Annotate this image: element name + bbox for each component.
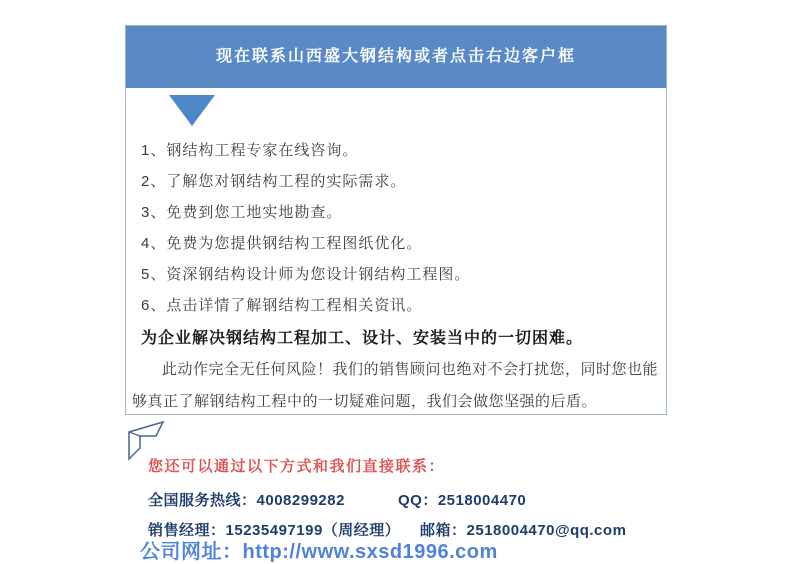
step-item-4: 4、免费为您提供钢结构工程图纸优化。: [141, 235, 423, 252]
promo-box: [125, 25, 667, 415]
manager-number: 15235497199（周经理）: [225, 522, 401, 539]
banner: [126, 26, 666, 88]
step-item-5: 5、资深钢结构设计师为您设计钢结构工程图。: [141, 266, 471, 283]
triangle-down-icon: [169, 95, 215, 126]
hotline-pair: [148, 492, 345, 509]
website-line: [140, 535, 498, 564]
qq-pair: [398, 489, 526, 510]
assurance-text: 此动作完全无任何风险！我们的销售顾问也绝对不会打扰您，同时您也能够真正了解钢结构工程中的一切疑难问题，我们会做您坚强的后盾。: [132, 361, 659, 410]
steps-list: [126, 135, 666, 321]
banner-title: 现在联系山西盛大钢结构或者点击右边客户框: [215, 48, 576, 65]
qq-label: QQ：: [398, 492, 438, 509]
step-item-3: 3、免费到您工地实地勘查。: [141, 204, 343, 221]
hotline-label: 全国服务热线：: [148, 492, 257, 509]
email-label: 邮箱：: [420, 522, 467, 539]
website-url-link[interactable]: http://www.sxsd1996.com: [242, 541, 498, 563]
manager-label: 销售经理：: [148, 522, 226, 539]
email-value: 2518004470@qq.com: [466, 522, 627, 539]
hotline-number: 4008299282: [256, 492, 345, 509]
contact-line-hotline: [148, 489, 708, 510]
website-label: 公司网址：: [140, 541, 243, 563]
step-item-2: 2、了解您对钢结构工程的实际需求。: [141, 173, 407, 190]
step-item-1: 1、钢结构工程专家在线咨询。: [141, 142, 359, 159]
contact-lead: 您还可以通过以下方式和我们直接联系：: [148, 458, 446, 475]
qq-number: 2518004470: [437, 492, 527, 509]
step-item-6: 6、点击详情了解钢结构工程相关资讯。: [141, 297, 423, 314]
highlight-text: 为企业解决钢结构工程加工、设计、安装当中的一切困难。: [141, 330, 584, 347]
